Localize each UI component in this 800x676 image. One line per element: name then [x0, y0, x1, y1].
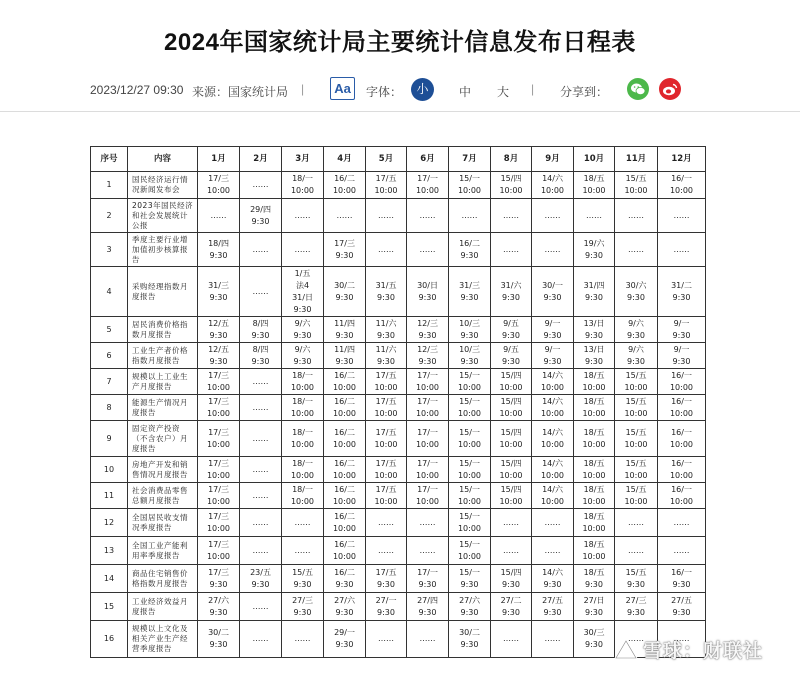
row-content: 固定资产投资（不含农户）月度报告 [128, 421, 198, 457]
schedule-cell: 9/六 9:30 [615, 343, 658, 369]
schedule-cell: 9/六 9:30 [282, 317, 324, 343]
schedule-cell: …… [240, 457, 282, 483]
schedule-cell: …… [615, 537, 658, 565]
schedule-cell: 17/三 10:00 [198, 457, 240, 483]
schedule-cell: …… [615, 233, 658, 267]
table-row [91, 317, 706, 343]
schedule-cell: 18/五 10:00 [574, 369, 615, 395]
schedule-cell: 17/五 10:00 [366, 369, 407, 395]
schedule-cell: 11/四 9:30 [324, 343, 366, 369]
schedule-cell: 29/四 9:30 [240, 199, 282, 233]
page-title: 2024年国家统计局主要统计信息发布日程表 [164, 29, 636, 56]
schedule-cell: …… [407, 621, 449, 658]
schedule-cell: 14/六 10:00 [532, 457, 574, 483]
schedule-cell: 16/二 10:00 [324, 369, 366, 395]
schedule-cell: 27/五 9:30 [532, 593, 574, 621]
schedule-cell: 9/一 9:30 [532, 343, 574, 369]
schedule-cell: 30/二 9:30 [449, 621, 491, 658]
table-row [91, 395, 706, 421]
row-content: 规模以上工业生产月度报告 [128, 369, 198, 395]
wechat-icon[interactable] [627, 78, 649, 100]
schedule-cell: 16/一 10:00 [658, 172, 706, 199]
schedule-cell: 18/五 10:00 [574, 172, 615, 199]
schedule-cell: 15/一 10:00 [449, 483, 491, 509]
schedule-cell: …… [366, 509, 407, 537]
schedule-cell: …… [240, 421, 282, 457]
schedule-cell: …… [240, 537, 282, 565]
share-label: 分享到： [560, 85, 609, 99]
schedule-cell: 9/一 9:30 [658, 343, 706, 369]
schedule-cell: …… [324, 199, 366, 233]
schedule-cell: 15/一 9:30 [449, 565, 491, 593]
row-content: 社会消费品零售总额月度报告 [128, 483, 198, 509]
schedule-cell: …… [282, 199, 324, 233]
row-content: 国民经济运行情况新闻发布会 [128, 172, 198, 199]
schedule-cell: 16/二 10:00 [324, 421, 366, 457]
schedule-cell: …… [240, 369, 282, 395]
schedule-cell: 30/三 9:30 [574, 621, 615, 658]
schedule-cell: 17/三 9:30 [324, 233, 366, 267]
schedule-cell: 17/三 10:00 [198, 421, 240, 457]
schedule-cell: 9/一 9:30 [532, 317, 574, 343]
schedule-cell: 15/四 10:00 [491, 421, 532, 457]
header-month: 6月 [407, 147, 449, 172]
row-content: 工业生产者价格指数月度报告 [128, 343, 198, 369]
schedule-cell: 15/一 10:00 [449, 369, 491, 395]
row-index: 14 [91, 565, 128, 593]
table-row [91, 537, 706, 565]
schedule-cell: 17/三 10:00 [198, 509, 240, 537]
schedule-cell: 18/五 10:00 [574, 483, 615, 509]
schedule-cell: 18/五 10:00 [574, 457, 615, 483]
schedule-cell: …… [407, 537, 449, 565]
schedule-cell: 18/五 10:00 [574, 509, 615, 537]
schedule-cell: …… [491, 621, 532, 658]
schedule-cell: 14/六 9:30 [532, 565, 574, 593]
schedule-cell: 10/三 9:30 [449, 343, 491, 369]
schedule-cell: 15/一 10:00 [449, 509, 491, 537]
table-row [91, 509, 706, 537]
schedule-cell: 27/三 9:30 [282, 593, 324, 621]
row-content: 房地产开发和销售情况月度报告 [128, 457, 198, 483]
schedule-cell: …… [282, 509, 324, 537]
schedule-cell: …… [532, 233, 574, 267]
schedule-cell: 15/四 10:00 [491, 369, 532, 395]
schedule-cell: 18/一 10:00 [282, 457, 324, 483]
weibo-icon[interactable] [659, 78, 681, 100]
schedule-cell: 15/五 10:00 [615, 395, 658, 421]
table-row [91, 421, 706, 457]
schedule-cell: 17/一 10:00 [407, 457, 449, 483]
schedule-cell: 31/六 9:30 [491, 267, 532, 317]
schedule-cell: …… [615, 621, 658, 658]
schedule-cell: …… [240, 172, 282, 199]
table-header-row [91, 147, 706, 172]
schedule-cell: 18/五 9:30 [574, 565, 615, 593]
schedule-cell: 15/四 10:00 [491, 483, 532, 509]
schedule-cell: 14/六 10:00 [532, 395, 574, 421]
weibo-icon [659, 78, 681, 100]
schedule-cell: 19/六 9:30 [574, 233, 615, 267]
schedule-cell: 15/五 9:30 [615, 565, 658, 593]
schedule-cell: …… [658, 199, 706, 233]
header-month: 3月 [282, 147, 324, 172]
schedule-cell: 27/六 9:30 [324, 593, 366, 621]
schedule-cell: 16/一 10:00 [658, 369, 706, 395]
font-medium-button[interactable]: 中 [459, 85, 472, 99]
schedule-cell: 17/五 9:30 [366, 565, 407, 593]
header-month: 8月 [491, 147, 532, 172]
schedule-cell: 18/五 10:00 [574, 537, 615, 565]
header-divider [0, 111, 800, 112]
article-meta-bar [0, 76, 800, 104]
schedule-cell: 16/二 9:30 [324, 565, 366, 593]
row-index: 6 [91, 343, 128, 369]
schedule-cell: 8/四 9:30 [240, 343, 282, 369]
schedule-cell: 15/四 9:30 [491, 565, 532, 593]
schedule-cell: 14/六 10:00 [532, 369, 574, 395]
schedule-cell: 10/三 9:30 [449, 317, 491, 343]
schedule-cell: …… [491, 509, 532, 537]
schedule-cell: …… [658, 233, 706, 267]
separator: | [531, 82, 535, 96]
schedule-cell: 17/一 10:00 [407, 483, 449, 509]
header-month: 7月 [449, 147, 491, 172]
row-index: 9 [91, 421, 128, 457]
table-row [91, 267, 706, 317]
schedule-cell: 16/一 10:00 [658, 483, 706, 509]
schedule-cell: …… [532, 199, 574, 233]
header-month: 11月 [615, 147, 658, 172]
schedule-cell: 27/二 9:30 [491, 593, 532, 621]
schedule-cell: …… [240, 621, 282, 658]
schedule-cell: …… [240, 233, 282, 267]
schedule-cell: 15/一 10:00 [449, 421, 491, 457]
publish-time: 2023/12/27 09:30 [90, 83, 184, 97]
table-row [91, 457, 706, 483]
schedule-cell: 23/五 9:30 [240, 565, 282, 593]
schedule-cell: 18/一 10:00 [282, 421, 324, 457]
table-row [91, 343, 706, 369]
schedule-cell: 15/五 10:00 [615, 457, 658, 483]
row-index: 7 [91, 369, 128, 395]
schedule-cell: 15/五 10:00 [615, 369, 658, 395]
row-content: 商品住宅销售价格指数月度报告 [128, 565, 198, 593]
schedule-cell: 16/一 10:00 [658, 421, 706, 457]
schedule-cell: 9/六 9:30 [282, 343, 324, 369]
schedule-cell: …… [282, 233, 324, 267]
schedule-cell: 16/二 10:00 [324, 395, 366, 421]
row-index: 2 [91, 199, 128, 233]
row-index: 4 [91, 267, 128, 317]
schedule-cell: 31/三 9:30 [449, 267, 491, 317]
schedule-cell: …… [491, 233, 532, 267]
table-row [91, 565, 706, 593]
schedule-cell: 27/五 9:30 [658, 593, 706, 621]
schedule-cell: 9/五 9:30 [491, 317, 532, 343]
schedule-cell: 17/一 10:00 [407, 421, 449, 457]
schedule-cell: 17/三 10:00 [198, 369, 240, 395]
header-month: 12月 [658, 147, 706, 172]
separator: | [301, 82, 305, 96]
row-content: 规模以上文化及相关产业生产经营季度报告 [128, 621, 198, 658]
schedule-cell: 27/三 9:30 [615, 593, 658, 621]
header-content: 内容 [128, 147, 198, 172]
row-index: 16 [91, 621, 128, 658]
schedule-cell: 17/三 10:00 [198, 395, 240, 421]
row-content: 全国居民收支情况季度报告 [128, 509, 198, 537]
schedule-cell: 9/五 9:30 [491, 343, 532, 369]
schedule-cell: 17/三 10:00 [198, 537, 240, 565]
schedule-cell: 16/一 10:00 [658, 457, 706, 483]
schedule-cell: 27/六 9:30 [449, 593, 491, 621]
schedule-cell: 17/五 10:00 [366, 172, 407, 199]
row-index: 1 [91, 172, 128, 199]
schedule-cell: 16/一 10:00 [658, 395, 706, 421]
row-index: 3 [91, 233, 128, 267]
table-row [91, 172, 706, 199]
row-index: 8 [91, 395, 128, 421]
schedule-cell: 17/五 10:00 [366, 421, 407, 457]
schedule-cell: …… [407, 233, 449, 267]
snowball-logo-icon [613, 638, 639, 662]
row-content: 季度主要行业增加值初步核算报告 [128, 233, 198, 267]
schedule-cell: 16/二 10:00 [324, 172, 366, 199]
schedule-cell: 9/六 9:30 [615, 317, 658, 343]
schedule-cell: 17/三 10:00 [198, 172, 240, 199]
schedule-cell: 30/二 9:30 [324, 267, 366, 317]
schedule-cell: 13/日 9:30 [574, 343, 615, 369]
schedule-cell: 13/日 9:30 [574, 317, 615, 343]
schedule-cell: 16/二 10:00 [324, 457, 366, 483]
schedule-cell: 17/五 10:00 [366, 395, 407, 421]
row-index: 15 [91, 593, 128, 621]
schedule-cell: 15/四 10:00 [491, 395, 532, 421]
schedule-cell: 27/四 9:30 [407, 593, 449, 621]
schedule-cell: 18/五 10:00 [574, 421, 615, 457]
schedule-cell: …… [240, 395, 282, 421]
row-index: 5 [91, 317, 128, 343]
header-month: 4月 [324, 147, 366, 172]
schedule-cell: …… [407, 509, 449, 537]
wechat-icon [627, 78, 649, 100]
schedule-cell: 15/一 10:00 [449, 537, 491, 565]
table-row [91, 199, 706, 233]
schedule-cell: 31/二 9:30 [658, 267, 706, 317]
schedule-cell: 31/三 9:30 [198, 267, 240, 317]
schedule-cell: 14/六 10:00 [532, 172, 574, 199]
header-month: 5月 [366, 147, 407, 172]
schedule-cell: 15/五 10:00 [615, 421, 658, 457]
schedule-cell: 18/四 9:30 [198, 233, 240, 267]
font-size-icon[interactable]: Aa [330, 77, 355, 100]
schedule-cell: 15/五 9:30 [282, 565, 324, 593]
row-content: 工业经济效益月度报告 [128, 593, 198, 621]
schedule-cell: 17/五 10:00 [366, 457, 407, 483]
schedule-cell: 17/三 10:00 [198, 483, 240, 509]
schedule-cell: 16/二 9:30 [449, 233, 491, 267]
schedule-cell: …… [532, 621, 574, 658]
schedule-cell: 12/五 9:30 [198, 343, 240, 369]
schedule-cell: 17/一 10:00 [407, 172, 449, 199]
row-content: 能源生产情况月度报告 [128, 395, 198, 421]
schedule-cell: 15/一 10:00 [449, 457, 491, 483]
header-index: 序号 [91, 147, 128, 172]
schedule-cell: 17/五 10:00 [366, 483, 407, 509]
source-label: 来源：国家统计局 [192, 85, 289, 99]
row-index: 12 [91, 509, 128, 537]
schedule-cell: …… [532, 509, 574, 537]
schedule-cell: 11/四 9:30 [324, 317, 366, 343]
schedule-cell: 15/五 10:00 [615, 483, 658, 509]
schedule-cell: 31/五 9:30 [366, 267, 407, 317]
schedule-cell: 8/四 9:30 [240, 317, 282, 343]
schedule-cell: 16/二 10:00 [324, 537, 366, 565]
schedule-cell: 9/一 9:30 [658, 317, 706, 343]
row-index: 13 [91, 537, 128, 565]
schedule-cell: …… [491, 199, 532, 233]
row-index: 11 [91, 483, 128, 509]
schedule-cell: 18/一 10:00 [282, 483, 324, 509]
schedule-cell: 27/日 9:30 [574, 593, 615, 621]
schedule-cell: 16/一 9:30 [658, 565, 706, 593]
schedule-cell: 27/六 9:30 [198, 593, 240, 621]
row-content: 全国工业产能利用率季度报告 [128, 537, 198, 565]
schedule-cell: 30/二 9:30 [198, 621, 240, 658]
schedule-cell: 30/日 9:30 [407, 267, 449, 317]
font-label: 字体： [366, 85, 403, 99]
font-small-button[interactable]: 小 [411, 78, 434, 101]
schedule-cell: …… [407, 199, 449, 233]
row-index: 10 [91, 457, 128, 483]
schedule-cell: 17/一 9:30 [407, 565, 449, 593]
schedule-cell: …… [240, 509, 282, 537]
schedule-cell: 16/二 10:00 [324, 483, 366, 509]
schedule-cell: …… [615, 199, 658, 233]
schedule-cell: …… [366, 199, 407, 233]
schedule-cell: 30/六 9:30 [615, 267, 658, 317]
schedule-cell: 18/五 10:00 [574, 395, 615, 421]
row-content: 居民消费价格指数月度报告 [128, 317, 198, 343]
schedule-cell: …… [449, 199, 491, 233]
schedule-cell: …… [574, 199, 615, 233]
schedule-cell: …… [366, 537, 407, 565]
schedule-cell: 18/一 10:00 [282, 395, 324, 421]
schedule-cell: 17/一 10:00 [407, 369, 449, 395]
schedule-cell: …… [658, 509, 706, 537]
schedule-cell: 15/一 10:00 [449, 395, 491, 421]
schedule-cell: …… [615, 509, 658, 537]
schedule-cell: …… [366, 233, 407, 267]
schedule-cell: …… [240, 483, 282, 509]
header-month: 1月 [198, 147, 240, 172]
schedule-cell: 16/二 10:00 [324, 509, 366, 537]
header-month: 9月 [532, 147, 574, 172]
schedule-cell: 15/四 10:00 [491, 172, 532, 199]
schedule-cell: 18/一 10:00 [282, 369, 324, 395]
schedule-cell: …… [658, 537, 706, 565]
release-schedule-table [90, 146, 706, 658]
schedule-cell: 14/六 10:00 [532, 421, 574, 457]
table-row [91, 593, 706, 621]
schedule-cell: 12/五 9:30 [198, 317, 240, 343]
row-content: 2023年国民经济和社会发展统计公报 [128, 199, 198, 233]
schedule-cell: 15/一 10:00 [449, 172, 491, 199]
schedule-cell: 15/四 10:00 [491, 457, 532, 483]
font-large-button[interactable]: 大 [497, 85, 510, 99]
schedule-cell: 30/一 9:30 [532, 267, 574, 317]
header-month: 2月 [240, 147, 282, 172]
header-month: 10月 [574, 147, 615, 172]
schedule-cell: …… [658, 621, 706, 658]
table-row [91, 483, 706, 509]
schedule-cell: …… [282, 537, 324, 565]
row-content: 采购经理指数月度报告 [128, 267, 198, 317]
schedule-cell: …… [240, 267, 282, 317]
schedule-cell: 14/六 10:00 [532, 483, 574, 509]
schedule-cell: 15/五 10:00 [615, 172, 658, 199]
table-row [91, 233, 706, 267]
schedule-cell: 11/六 9:30 [366, 343, 407, 369]
schedule-cell: 31/四 9:30 [574, 267, 615, 317]
schedule-cell: …… [491, 537, 532, 565]
schedule-cell: 29/一 9:30 [324, 621, 366, 658]
schedule-cell: 17/一 10:00 [407, 395, 449, 421]
schedule-cell: …… [282, 621, 324, 658]
schedule-cell: …… [532, 537, 574, 565]
schedule-cell: 27/一 9:30 [366, 593, 407, 621]
schedule-cell: 1/五 法4 31/日 9:30 [282, 267, 324, 317]
schedule-cell: 12/三 9:30 [407, 317, 449, 343]
schedule-cell: 12/三 9:30 [407, 343, 449, 369]
schedule-cell: …… [240, 593, 282, 621]
schedule-cell: 18/一 10:00 [282, 172, 324, 199]
schedule-cell: 17/三 9:30 [198, 565, 240, 593]
schedule-cell: 11/六 9:30 [366, 317, 407, 343]
watermark-text: 雪球：财联社 [643, 641, 764, 662]
schedule-cell: …… [366, 621, 407, 658]
table-row [91, 369, 706, 395]
schedule-cell: …… [198, 199, 240, 233]
